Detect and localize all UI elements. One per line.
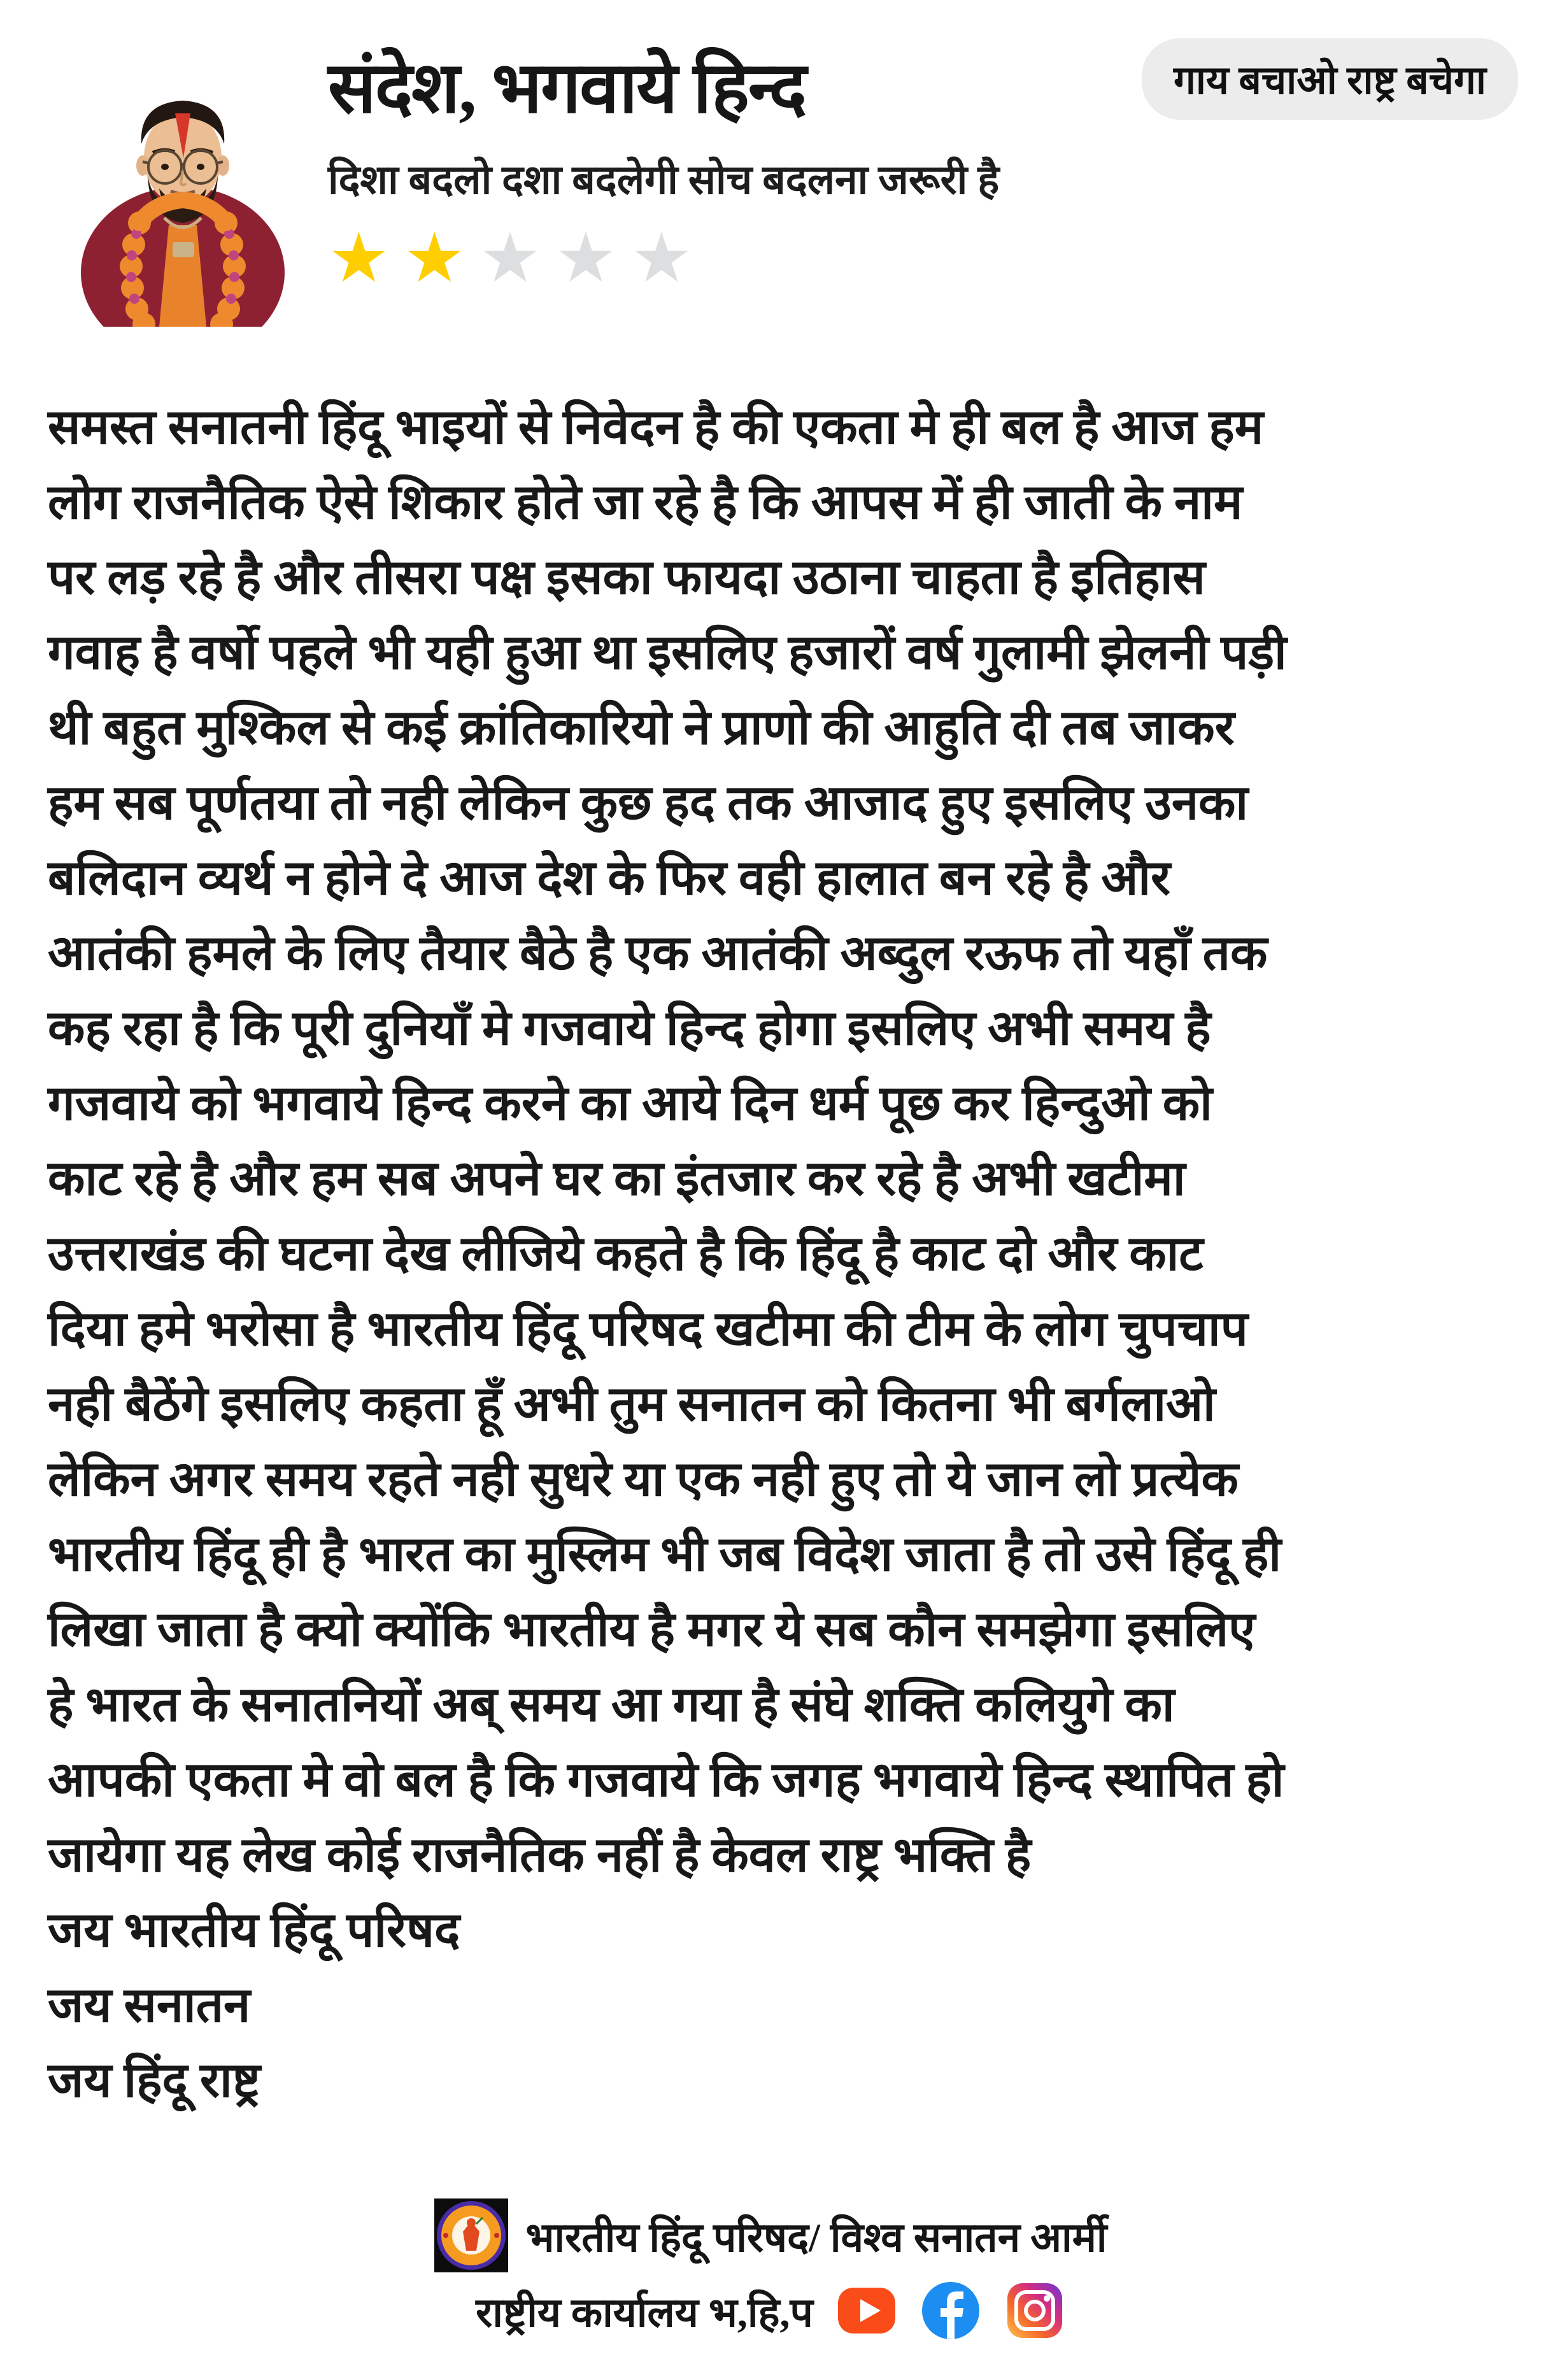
youtube-icon[interactable]: [836, 2280, 897, 2341]
page-subtitle: दिशा बदलो दशा बदलेगी सोच बदलना जरूरी है: [328, 157, 1000, 203]
headline-block: [328, 46, 1000, 297]
body-line: जय सनातन: [48, 1979, 251, 2032]
star-rating[interactable]: [328, 221, 999, 297]
footer: [0, 2198, 1541, 2341]
footer-org-row: [0, 2198, 1541, 2272]
body-line: नही बैठेंगे इसलिए कहता हूँ अभी तुम सनातन को कितना भी बर्गलाओ: [48, 1378, 1216, 1431]
star-empty-icon[interactable]: ★: [479, 221, 555, 297]
portrait-photo: [78, 82, 288, 327]
body-line: भारतीय हिंदू ही है भारत का मुस्लिम भी जब विदेश जाता है तो उसे हिंदू ही: [48, 1528, 1282, 1581]
body-line: बलिदान व्यर्थ न होने दे आज देश के फिर वही हालात बन रहे है और: [48, 852, 1171, 905]
footer-office-row: [0, 2280, 1541, 2341]
body-line: लेकिन अगर समय रहते नही सुधरे या एक नही हुए तो ये जान लो प्रत्येक: [48, 1453, 1239, 1506]
footer-org-name: भारतीय हिंदू परिषद/ विश्व सनातन आर्मी: [525, 2214, 1107, 2260]
facebook-icon[interactable]: [920, 2280, 981, 2341]
star-filled-icon[interactable]: ★: [403, 221, 479, 297]
body-line: कह रहा है कि पूरी दुनियाँ मे गजवाये हिन्द होगा इसलिए अभी समय है: [48, 1002, 1211, 1055]
star-filled-icon[interactable]: ★: [328, 221, 404, 297]
footer-office-name: राष्ट्रीय कार्यालय भ,हि,प: [476, 2290, 813, 2335]
star-empty-icon[interactable]: ★: [630, 221, 707, 297]
organization-logo-icon: [434, 2198, 508, 2272]
portrait-illustration: [78, 82, 288, 327]
body-line: जय भारतीय हिंदू परिषद: [48, 1904, 460, 1957]
body-line: पर लड़ रहे है और तीसरा पक्ष इसका फायदा उठाना चाहता है इतिहास: [48, 551, 1205, 604]
body-line: लोग राजनैतिक ऐसे शिकार होते जा रहे है कि आपस में ही जाती के नाम: [48, 476, 1243, 529]
instagram-icon[interactable]: [1004, 2280, 1065, 2341]
body-line: हम सब पूर्णतया तो नही लेकिन कुछ हद तक आजाद हुए इसलिए उनका: [48, 776, 1249, 830]
body-line: थी बहुत मुश्किल से कई क्रांतिकारियो ने प्राणो की आहुति दी तब जाकर: [48, 701, 1235, 755]
body-line: गवाह है वर्षो पहले भी यही हुआ था इसलिए हजारों वर्ष गुलामी झेलनी पड़ी: [48, 626, 1287, 680]
slogan-badge: गाय बचाओ राष्ट्र बचेगा: [1142, 38, 1518, 120]
page-title: संदेश, भगवाये हिन्द: [328, 49, 806, 128]
body-line: आतंकी हमले के लिए तैयार बैठे है एक आतंकी अब्दुल रऊफ तो यहाँ तक: [48, 927, 1268, 980]
article-body: [48, 390, 1506, 2118]
body-line: जय हिंदू राष्ट्र: [48, 2054, 261, 2107]
body-line: दिया हमे भरोसा है भारतीय हिंदू परिषद खटीमा की टीम के लोग चुपचाप: [48, 1302, 1248, 1356]
body-line: काट रहे है और हम सब अपने घर का इंतजार कर रहे है अभी खटीमा: [48, 1152, 1186, 1206]
body-line: जायेगा यह लेख कोई राजनैतिक नहीं है केवल राष्ट्र भक्ति है: [48, 1828, 1032, 1882]
body-line: गजवाये को भगवाये हिन्द करने का आये दिन धर्म पूछ कर हिन्दुओ को: [48, 1077, 1212, 1130]
header: [0, 0, 1541, 369]
star-empty-icon[interactable]: ★: [555, 221, 631, 297]
body-line: समस्त सनातनी हिंदू भाइयों से निवेदन है की एकता मे ही बल है आज हम: [48, 401, 1264, 454]
body-line: उत्तराखंड की घटना देख लीजिये कहते है कि हिंदू है काट दो और काट: [48, 1227, 1204, 1281]
body-line: लिखा जाता है क्यो क्योंकि भारतीय है मगर ये सब कौन समझेगा इसलिए: [48, 1603, 1256, 1657]
body-line: हे भारत के सनातनियों अब् समय आ गया है संघे शक्ति कलियुगे का: [48, 1678, 1175, 1732]
body-line: आपकी एकता मे वो बल है कि गजवाये कि जगह भगवाये हिन्द स्थापित हो: [48, 1753, 1284, 1807]
